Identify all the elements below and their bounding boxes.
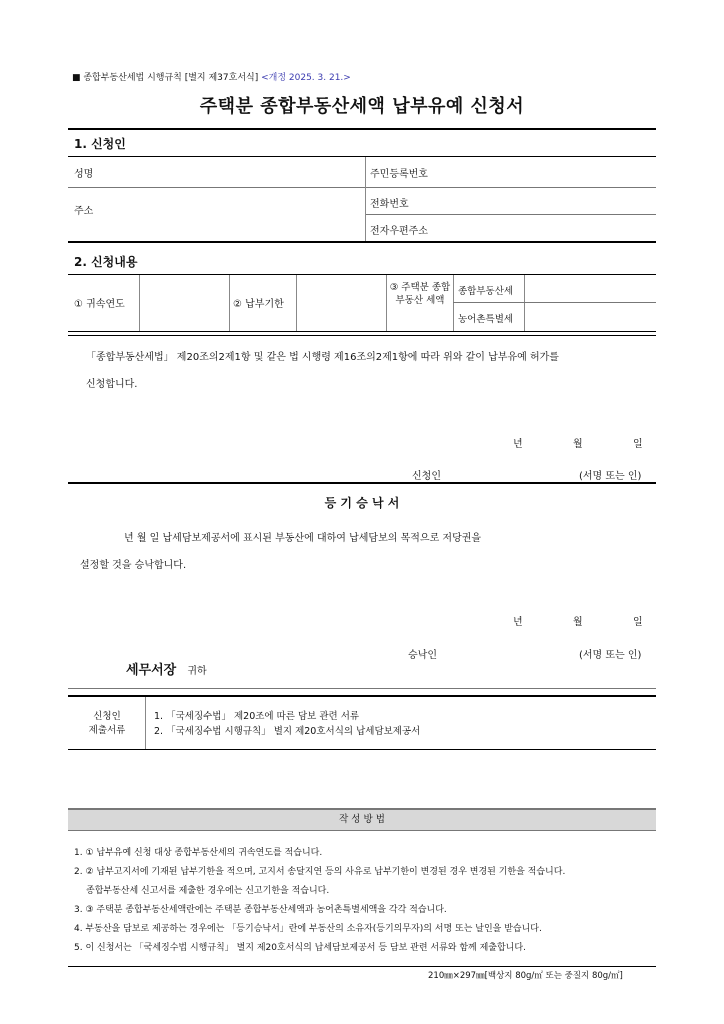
date-year: 년 xyxy=(513,617,523,628)
rule xyxy=(68,749,656,750)
rule xyxy=(68,966,656,967)
date-month: 월 xyxy=(573,617,583,628)
consent-line2: 설정할 것을 승낙합니다. xyxy=(80,560,187,571)
recipient-name: 세무서장 xyxy=(126,663,177,678)
paper-spec: 210㎜×297㎜[백상지 80g/㎡ 또는 중질지 80g/㎡] xyxy=(428,971,623,981)
date-year: 년 xyxy=(513,439,523,450)
divider xyxy=(524,275,525,331)
recipient-suffix: 귀하 xyxy=(187,666,207,677)
consent-title: 등 기 승 낙 서 xyxy=(324,496,400,510)
statement xyxy=(86,344,656,398)
rule xyxy=(68,830,656,831)
statement-line1: 「종합부동산세법」 제20조의2제1항 및 같은 법 시행령 제16조의2제1항에 따라 위와 같이 납부유예 허가를 xyxy=(86,352,559,363)
rrn-label: 주민등록번호 xyxy=(370,169,428,180)
section2-heading: 2. 신청내용 xyxy=(74,255,138,269)
name-label: 성명 xyxy=(74,169,94,180)
rural-tax-label: 농어촌특별세 xyxy=(458,314,514,325)
phone-label: 전화번호 xyxy=(370,199,409,210)
instruction-item: 2. ② 납부고지서에 기재된 납부기한을 적으며, 고지서 송달지연 등의 사유로 납부기한이 변경된 경우 변경된 기한을 적습니다. xyxy=(74,867,566,877)
rule xyxy=(68,274,656,275)
revision-date: <개정 2025. 3. 21.> xyxy=(261,73,351,83)
attachments-label-line2: 제출서류 xyxy=(88,725,126,736)
rule xyxy=(68,331,656,332)
divider xyxy=(139,275,140,331)
year-label: ① 귀속연도 xyxy=(74,299,125,310)
date-month: 월 xyxy=(573,439,583,450)
attachment-item: 1. 「국세징수법」 제20조에 따른 담보 관련 서류 xyxy=(154,711,360,722)
rule xyxy=(68,241,656,243)
instructions-list xyxy=(74,844,664,958)
consenter-sign: (서명 또는 인) xyxy=(579,650,642,661)
statement-line2: 신청합니다. xyxy=(86,379,138,390)
instructions-title: 작 성 방 법 xyxy=(339,814,385,825)
rule xyxy=(366,214,656,215)
divider xyxy=(453,275,454,331)
attachment-item: 2. 「국세징수법 시행규칙」 별지 제20호서식의 납세담보제공서 xyxy=(154,726,421,737)
address-label: 주소 xyxy=(74,206,94,217)
deadline-label: ② 납부기한 xyxy=(233,299,284,310)
rule xyxy=(68,156,656,157)
form-reference-text: ■ 종합부동산세법 시행규칙 [별지 제37호서식] xyxy=(72,73,259,83)
section1-heading: 1. 신청인 xyxy=(74,137,126,151)
instructions-header xyxy=(68,808,656,830)
email-label: 전자우편주소 xyxy=(370,226,428,237)
attachments-label xyxy=(74,710,140,738)
attachments-label-line1: 신청인 xyxy=(93,711,121,722)
applicant-sign: (서명 또는 인) xyxy=(579,471,642,482)
consent-line1: 년 월 일 납세담보제공서에 표시된 부동산에 대하여 납세담보의 목적으로 저당권을 xyxy=(124,533,482,544)
instruction-item: 3. ③ 주택분 종합부동산세액란에는 주택분 종합부동산세액과 농어촌특별세액을 각각 적습니다. xyxy=(74,905,447,915)
instruction-item: 1. ① 납부유예 신청 대상 종합부동산세의 귀속연도를 적습니다. xyxy=(74,848,323,858)
comprehensive-tax-label: 종합부동산세 xyxy=(458,286,514,297)
recipient xyxy=(126,659,207,678)
instruction-item: 4. 부동산을 담보로 제공하는 경우에는 「등기승낙서」란에 부동산의 소유자(등기의무자)의 서명 또는 날인을 받습니다. xyxy=(74,924,542,934)
page-title: 주택분 종합부동산세액 납부유예 신청서 xyxy=(199,96,525,117)
rule xyxy=(68,695,656,697)
divider xyxy=(365,157,366,241)
rule xyxy=(68,335,656,336)
date-day: 일 xyxy=(633,617,643,628)
form-reference xyxy=(72,70,351,83)
rule xyxy=(68,482,656,484)
divider xyxy=(229,275,230,331)
instruction-item: 종합부동산세 신고서를 제출한 경우에는 신고기한을 적습니다. xyxy=(86,886,330,896)
tax-label: ③ 주택분 종합부동산 세액 xyxy=(389,282,451,306)
divider xyxy=(296,275,297,331)
applicant-label: 신청인 xyxy=(412,471,441,482)
top-rule xyxy=(68,128,656,130)
rule xyxy=(453,302,656,303)
instruction-item: 5. 이 신청서는 「국세징수법 시행규칙」 별지 제20호서식의 납세담보제공서 등 담보 관련 서류와 함께 제출합니다. xyxy=(74,943,526,953)
attachments-list xyxy=(154,709,420,739)
date-day: 일 xyxy=(633,439,643,450)
consenter-label: 승낙인 xyxy=(408,650,437,661)
rule xyxy=(68,187,656,188)
rule xyxy=(68,688,656,689)
divider xyxy=(145,697,146,749)
consent-text xyxy=(80,525,656,579)
